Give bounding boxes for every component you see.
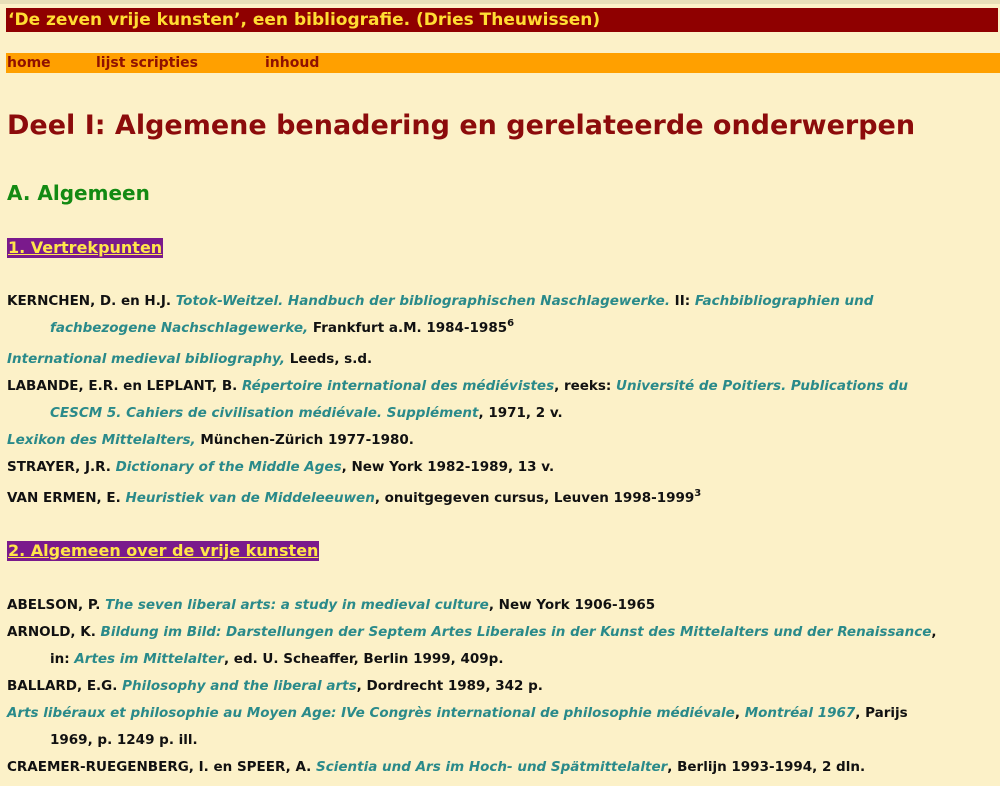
part-title: Deel I: Algemene benadering en gerelateerde onderwerpen	[7, 110, 916, 141]
bib-entry-abelson	[7, 592, 992, 619]
entry-text: II:	[669, 293, 695, 309]
entry-title: Bildung im Bild: Darstellungen der Septem Artes Liberales in der Kunst des Mittelalters und der Renaissance	[100, 624, 932, 640]
entry-author: LABANDE, E.R. en LEPLANT, B.	[7, 378, 242, 394]
entry-title: Lexikon des Mittelalters,	[7, 432, 196, 448]
entry-publication: , New York 1906-1965	[488, 597, 656, 613]
entry-publication: , New York 1982-1989, 13 v.	[341, 459, 555, 475]
subsection-title-vrije-kunsten: 2. Algemeen over de vrije kunsten	[8, 541, 319, 560]
top-border	[0, 0, 1000, 4]
nav-home-link[interactable]: home	[7, 55, 51, 71]
site-title: ‘De zeven vrije kunsten’, een bibliografie. (Dries Theuwissen)	[8, 10, 601, 30]
nav-bar	[6, 53, 1000, 73]
entry-publication: Frankfurt a.M. 1984-1985	[308, 320, 508, 336]
bib-entry-strayer	[7, 454, 992, 481]
entry-author: VAN ERMEN, E.	[7, 490, 126, 506]
bib-entry-craemer-ruegenberg	[7, 754, 992, 781]
subsection-title-vertrekpunten: 1. Vertrekpunten	[8, 238, 163, 257]
entry-publication: Leeds, s.d.	[285, 351, 373, 367]
bib-entry-arts-liberaux	[7, 700, 992, 754]
entry-title: Dictionary of the Middle Ages	[115, 459, 342, 475]
entry-title: Arts libéraux et philosophie au Moyen Age: IVe Congrès international de philosophie médiévale	[7, 705, 735, 721]
entry-author: ABELSON, P.	[7, 597, 106, 613]
entry-publication: , onuitgegeven cursus, Leuven 1998-1999	[374, 490, 695, 506]
entry-text: ,	[734, 705, 745, 721]
bib-entry-van-ermen	[7, 485, 992, 512]
bib-entry-arnold	[7, 619, 992, 673]
bib-entry-imb	[7, 346, 992, 373]
bib-entry-kernchen	[7, 288, 992, 342]
entry-publication: München-Zürich 1977-1980.	[195, 432, 414, 448]
entry-publication-cont: 1969, p. 1249 p. ill.	[50, 732, 198, 748]
nav-scripties-link[interactable]: lijst scripties	[96, 55, 198, 71]
entry-publication: , ed. U. Scheaffer, Berlin 1999, 409p.	[223, 651, 504, 667]
entry-publication: , Berlijn 1993-1994, 2 dln.	[667, 759, 866, 775]
entry-author: BALLARD, E.G.	[7, 678, 123, 694]
bib-entry-labande	[7, 373, 992, 427]
bib-entry-ballard	[7, 673, 992, 700]
entry-author: ARNOLD, K.	[7, 624, 101, 640]
entry-in-label: in:	[50, 651, 75, 667]
entry-container-title: Artes im Mittelalter	[74, 651, 224, 667]
section-title: A. Algemeen	[7, 181, 150, 205]
footnote-marker: 3	[694, 488, 702, 499]
bib-entry-lexikon	[7, 427, 992, 454]
entry-publication: , Dordrecht 1989, 342 p.	[356, 678, 543, 694]
entry-author: CRAEMER-RUEGENBERG, I. en SPEER, A.	[7, 759, 317, 775]
entry-series-title: Fachbibliographien und	[694, 293, 874, 309]
entry-series-title: Université de Poitiers. Publications du	[616, 378, 908, 394]
entry-series-title-cont: fachbezogene Nachschlagewerke,	[50, 320, 309, 336]
entry-place: Montréal 1967	[744, 705, 856, 721]
entry-series-title-cont: CESCM 5. Cahiers de civilisation médiévale. Supplément	[50, 405, 479, 421]
entry-title: Heuristiek van de Middeleeuwen	[125, 490, 375, 506]
entry-publication: , 1971, 2 v.	[478, 405, 563, 421]
entry-title: Scientia und Ars im Hoch- und Spätmittelalter	[316, 759, 668, 775]
entry-publication: , Parijs	[855, 705, 908, 721]
entry-author: STRAYER, J.R.	[7, 459, 116, 475]
entry-title: International medieval bibliography,	[7, 351, 286, 367]
entry-title: Philosophy and the liberal arts	[122, 678, 357, 694]
site-title-bar	[6, 8, 998, 32]
nav-inhoud-link[interactable]: inhoud	[265, 55, 320, 71]
entry-text: ,	[931, 624, 937, 640]
footnote-marker: 6	[507, 318, 515, 329]
entry-title: The seven liberal arts: a study in medieval culture	[105, 597, 489, 613]
entry-author: KERNCHEN, D. en H.J.	[7, 293, 176, 309]
entry-title: Totok-Weitzel. Handbuch der bibliographischen Naschlagewerke.	[175, 293, 670, 309]
entry-title: Répertoire international des médiévistes	[241, 378, 555, 394]
entry-text: , reeks:	[554, 378, 617, 394]
